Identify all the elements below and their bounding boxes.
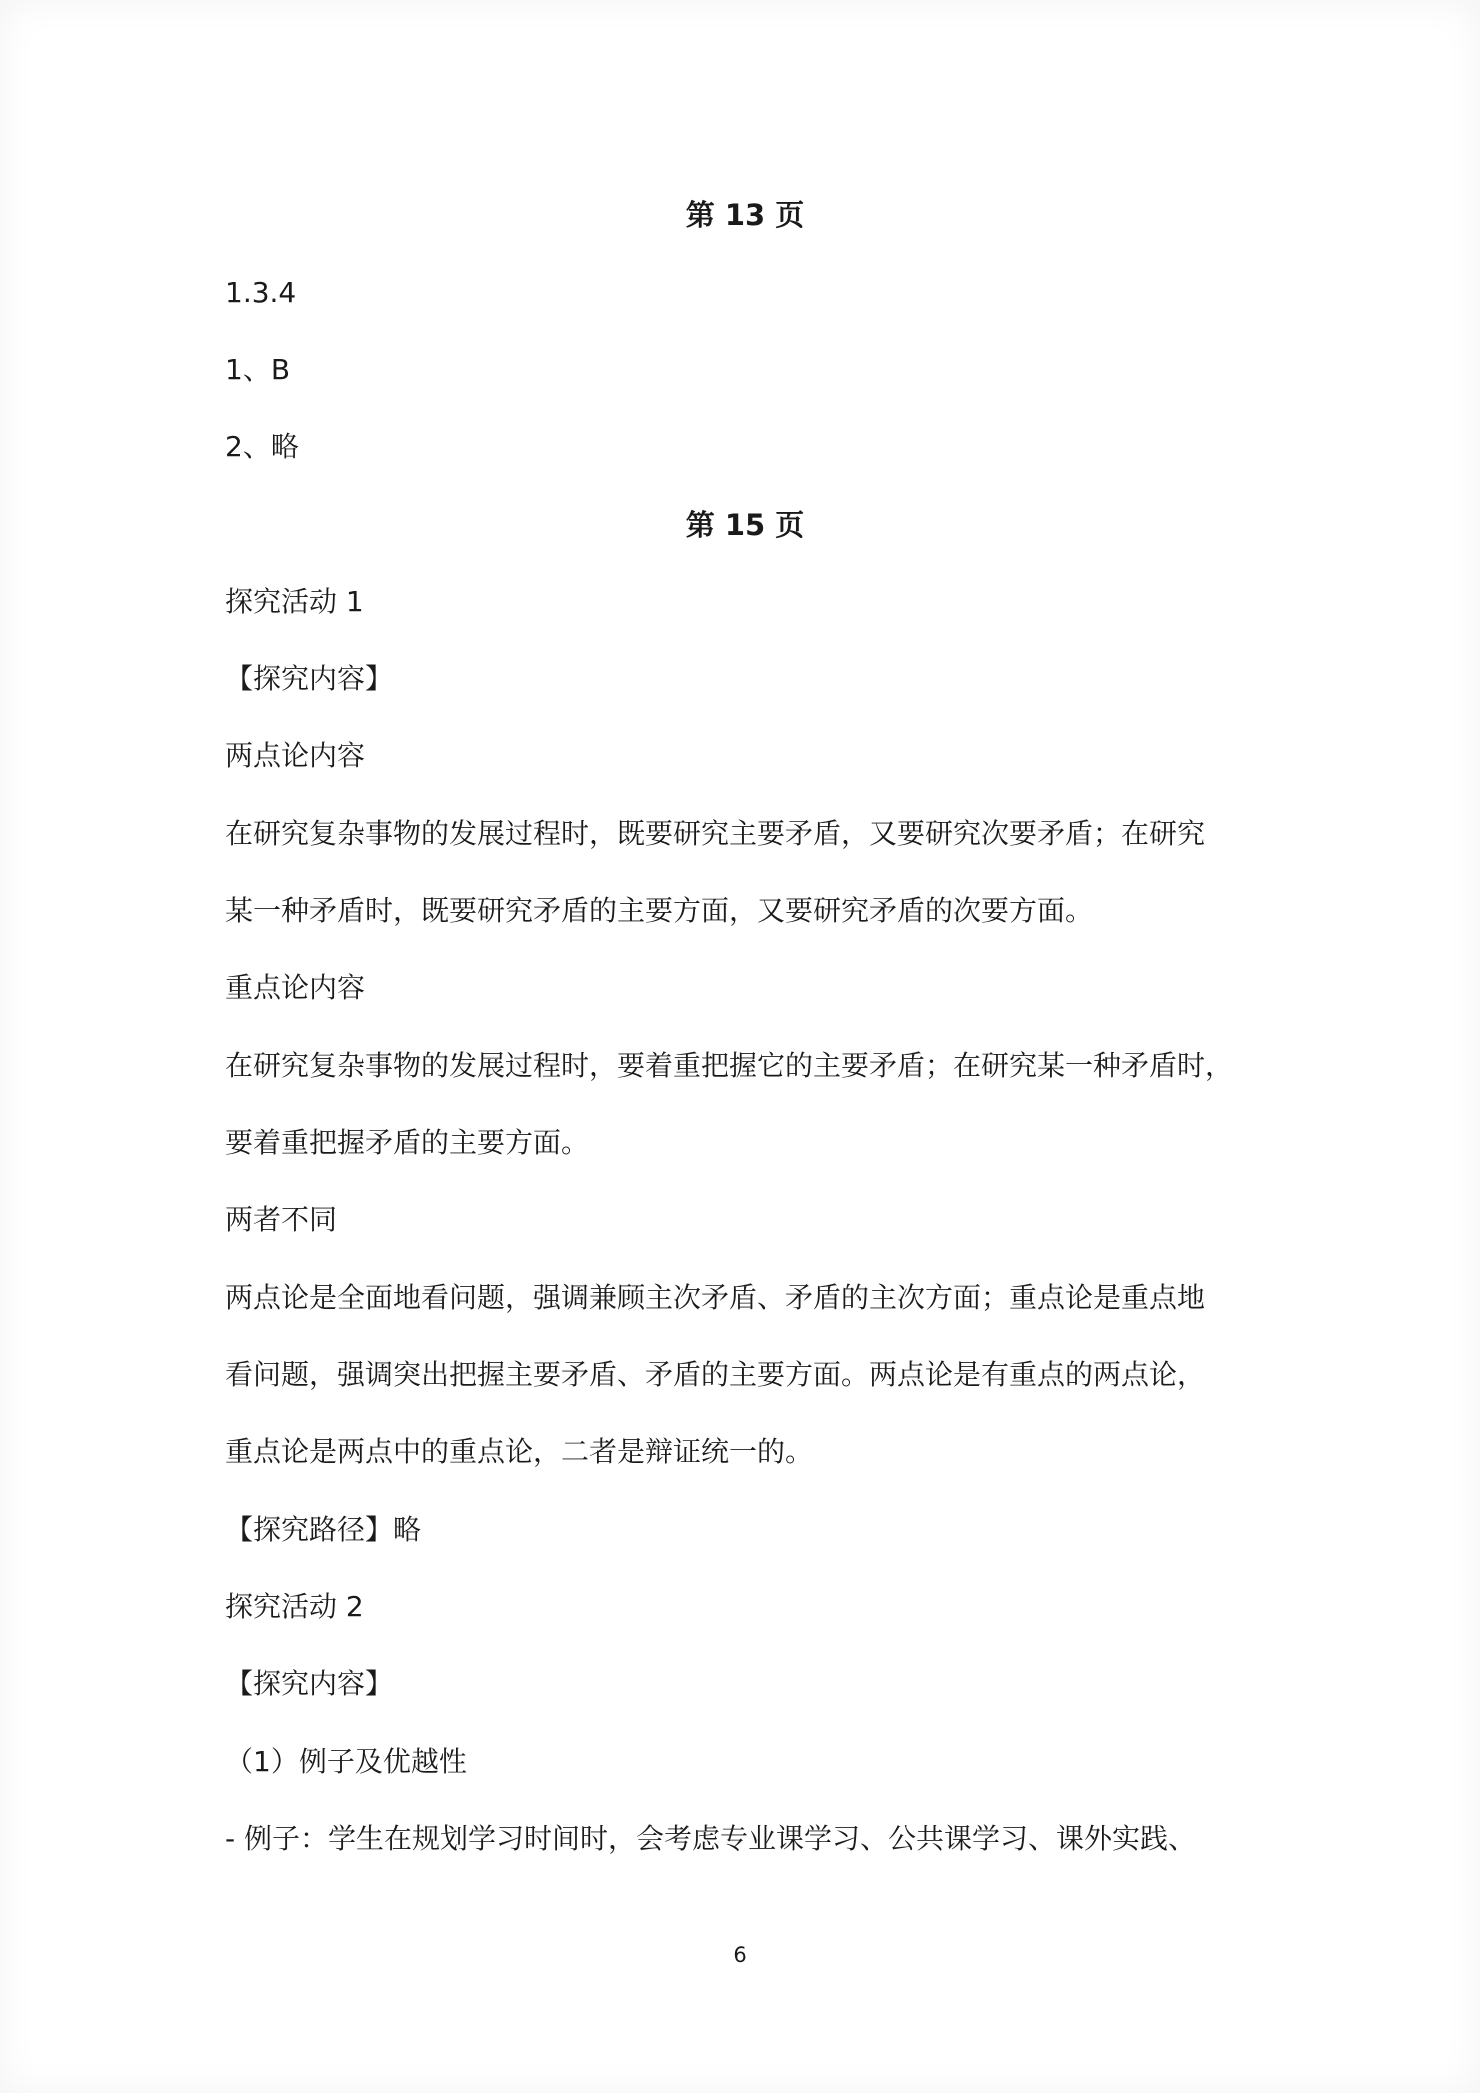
activity-2-content-label: 【探究内容】 xyxy=(225,1667,394,1700)
two-point-title: 两点论内容 xyxy=(225,739,366,772)
key-point-title: 重点论内容 xyxy=(225,971,366,1004)
key-point-text-line-2: 要着重把握矛盾的主要方面。 xyxy=(225,1126,590,1159)
page-number: 6 xyxy=(733,1943,747,1967)
page-heading-15: 第 15 页 xyxy=(685,508,805,542)
difference-text-line-3: 重点论是两点中的重点论，二者是辩证统一的。 xyxy=(225,1435,814,1468)
activity-1-content-label: 【探究内容】 xyxy=(225,662,394,695)
section-number: 1.3.4 xyxy=(225,276,297,309)
activity-1-title: 探究活动 1 xyxy=(225,585,364,618)
answer-1: 1、B xyxy=(225,353,291,386)
activity-1-path-label: 【探究路径】略 xyxy=(225,1513,422,1546)
difference-text-line-1: 两点论是全面地看问题，强调兼顾主次矛盾、矛盾的主次方面；重点论是重点地 xyxy=(225,1281,1206,1314)
activity-2-title: 探究活动 2 xyxy=(225,1590,364,1623)
answer-2: 2、略 xyxy=(225,430,299,463)
page-heading-13: 第 13 页 xyxy=(685,198,805,232)
key-point-text-line-1: 在研究复杂事物的发展过程时，要着重把握它的主要矛盾；在研究某一种矛盾时， xyxy=(225,1049,1234,1082)
difference-title: 两者不同 xyxy=(225,1203,338,1236)
activity-2-item-1-title: （1）例子及优越性 xyxy=(225,1745,467,1778)
activity-2-item-1-example: - 例子：学生在规划学习时间时，会考虑专业课学习、公共课学习、课外实践、 xyxy=(225,1822,1197,1855)
two-point-text-line-2: 某一种矛盾时，既要研究矛盾的主要方面，又要研究矛盾的次要方面。 xyxy=(225,894,1094,927)
difference-text-line-2: 看问题，强调突出把握主要矛盾、矛盾的主要方面。两点论是有重点的两点论， xyxy=(225,1358,1206,1391)
two-point-text-line-1: 在研究复杂事物的发展过程时，既要研究主要矛盾，又要研究次要矛盾；在研究 xyxy=(225,817,1206,850)
